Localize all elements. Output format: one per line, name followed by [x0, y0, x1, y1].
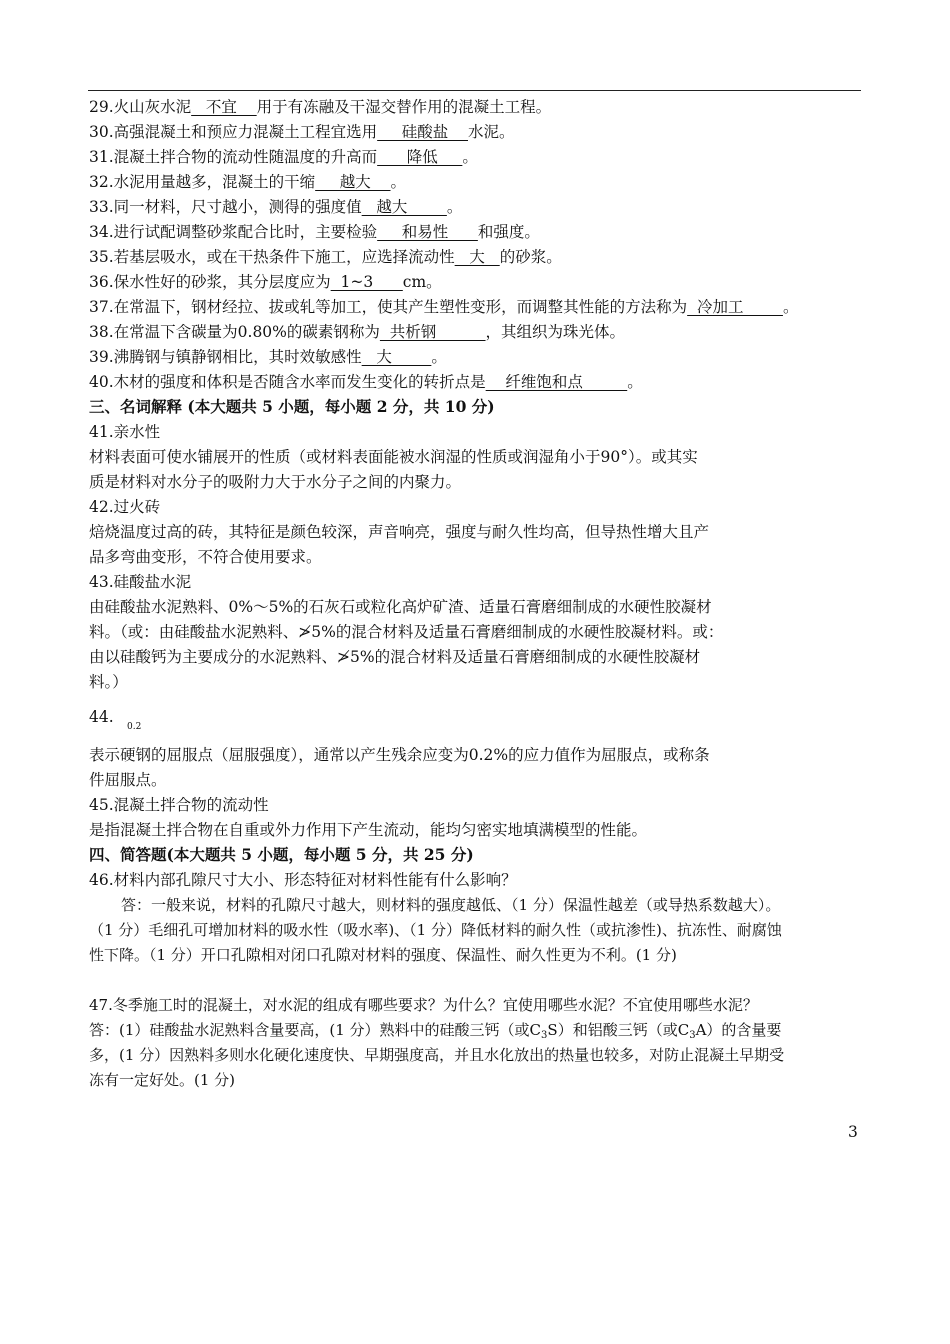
q43-answer-line: 由硅酸盐水泥熟料、0%～5%的石灰石或粒化高炉矿渣、适量石膏磨细制成的水硬性胶凝材 — [89, 598, 712, 616]
q47-answer-line: 答：(1）硅酸盐水泥熟料含量要高，(1 分）熟料中的硅酸三钙（或$C_3S$）和铝酸三钙（或$C_3A$）的含量要 — [89, 1021, 782, 1041]
q47-answer-line: 冻有一定好处。(1 分) — [89, 1071, 236, 1089]
q46-answer-line: 性下降。（1 分）开口孔隙相对闭口孔隙对材料的强度、保温性、耐久性更为不利。(1 分) — [89, 946, 677, 964]
header-rule — [88, 90, 861, 91]
q38-line: 38.在常温下含碳量为0.80%的碳素钢称为 共析钢 ，其组织为珠光体。 — [89, 323, 626, 341]
q43-answer-line: 料。（或：由硅酸盐水泥熟料、≯5%的混合材料及适量石膏磨细制成的水硬性胶凝材料。或： — [89, 623, 724, 641]
q44-answer-line: 表示硬钢的屈服点（屈服强度），通常以产生残余应变为0.2%的应力值作为屈服点，或称条 — [89, 746, 710, 764]
page-number: 3 — [848, 1123, 858, 1141]
q42-answer-line: 焙烧温度过高的砖，其特征是颜色较深，声音响亮，强度与耐久性均高，但导热性增大且产 — [89, 523, 710, 541]
q40-line: 40.木材的强度和体积是否随含水率而发生变化的转折点是 纤维饱和点 。 — [89, 373, 643, 391]
q41-title: 41.亲水性 — [89, 423, 161, 441]
section3-title: 三、名词解释 (本大题共 5 小题，每小题 2 分，共 10 分) — [89, 397, 495, 416]
q30-line: 30.高强混凝土和预应力混凝土工程宜选用 硅酸盐 水泥。 — [89, 123, 515, 141]
q31-line: 31.混凝土拌合物的流动性随温度的升高而 降低 。 — [89, 148, 478, 166]
q41-answer-line: 材料表面可使水铺展开的性质（或材料表面能被水润湿的性质或润湿角小于90°）。或其实 — [89, 448, 698, 466]
q42-answer-line: 品多弯曲变形，不符合使用要求。 — [89, 548, 322, 566]
q37-line: 37.在常温下，钢材经拉、拔或轧等加工，使其产生塑性变形，而调整其性能的方法称为 冷加工 。 — [89, 298, 799, 316]
q29-line: 29.火山灰水泥 不宜 用于有冻融及干湿交替作用的混凝土工程。 — [89, 98, 552, 116]
q33-line: 33.同一材料，尺寸越小，测得的强度值 越大 。 — [89, 198, 463, 216]
q47-title: 47.冬季施工时的混凝土，对水泥的组成有哪些要求？为什么？宜使用哪些水泥？不宜使用哪些水泥？ — [89, 996, 758, 1014]
q41-answer-line: 质是材料对水分子的吸附力大于水分子之间的内聚力。 — [89, 473, 462, 491]
q44-number: 44. — [89, 708, 114, 726]
section4-title: 四、简答题(本大题共 5 小题，每小题 5 分，共 25 分) — [89, 845, 474, 864]
q46-answer-line: 答：一般来说，材料的孔隙尺寸越大，则材料的强度越低、（1 分）保温性越差（或导热系数越大）。 — [121, 896, 781, 914]
q46-answer-line: （1 分）毛细孔可增加材料的吸水性（吸水率)、（1 分）降低材料的耐久性（或抗渗性)、抗冻性、耐腐蚀 — [89, 921, 782, 939]
q46-title: 46.材料内部孔隙尺寸大小、形态特征对材料性能有什么影响？ — [89, 871, 517, 889]
q44-answer-line: 件屈服点。 — [89, 771, 167, 789]
q45-answer-line: 是指混凝土拌合物在自重或外力作用下产生流动，能均匀密实地填满模型的性能。 — [89, 821, 648, 839]
q43-answer-line: 由以硅酸钙为主要成分的水泥熟料、≯5%的混合材料及适量石膏磨细制成的水硬性胶凝材 — [89, 648, 701, 666]
q39-line: 39.沸腾钢与镇静钢相比，其时效敏感性 大 。 — [89, 348, 447, 366]
q35-line: 35.若基层吸水，或在干热条件下施工，应选择流动性 大 的砂浆。 — [89, 248, 562, 266]
q32-line: 32.水泥用量越多，混凝土的干缩 越大 。 — [89, 173, 407, 191]
q43-title: 43.硅酸盐水泥 — [89, 573, 192, 591]
q36-line: 36.保水性好的砂浆，其分层度应为 1~3 cm。 — [89, 273, 442, 291]
q45-title: 45.混凝土拌合物的流动性 — [89, 796, 269, 814]
q34-line: 34.进行试配调整砂浆配合比时，主要检验 和易性 和强度。 — [89, 223, 540, 241]
q43-answer-line: 料。） — [89, 673, 128, 691]
q47-answer-line: 多，(1 分）因熟料多则水化硬化速度快、早期强度高，并且水化放出的热量也较多，对防止混凝土早期受 — [89, 1046, 785, 1064]
q44-subscript: 0.2 — [127, 722, 142, 732]
q42-title: 42.过火砖 — [89, 498, 161, 516]
